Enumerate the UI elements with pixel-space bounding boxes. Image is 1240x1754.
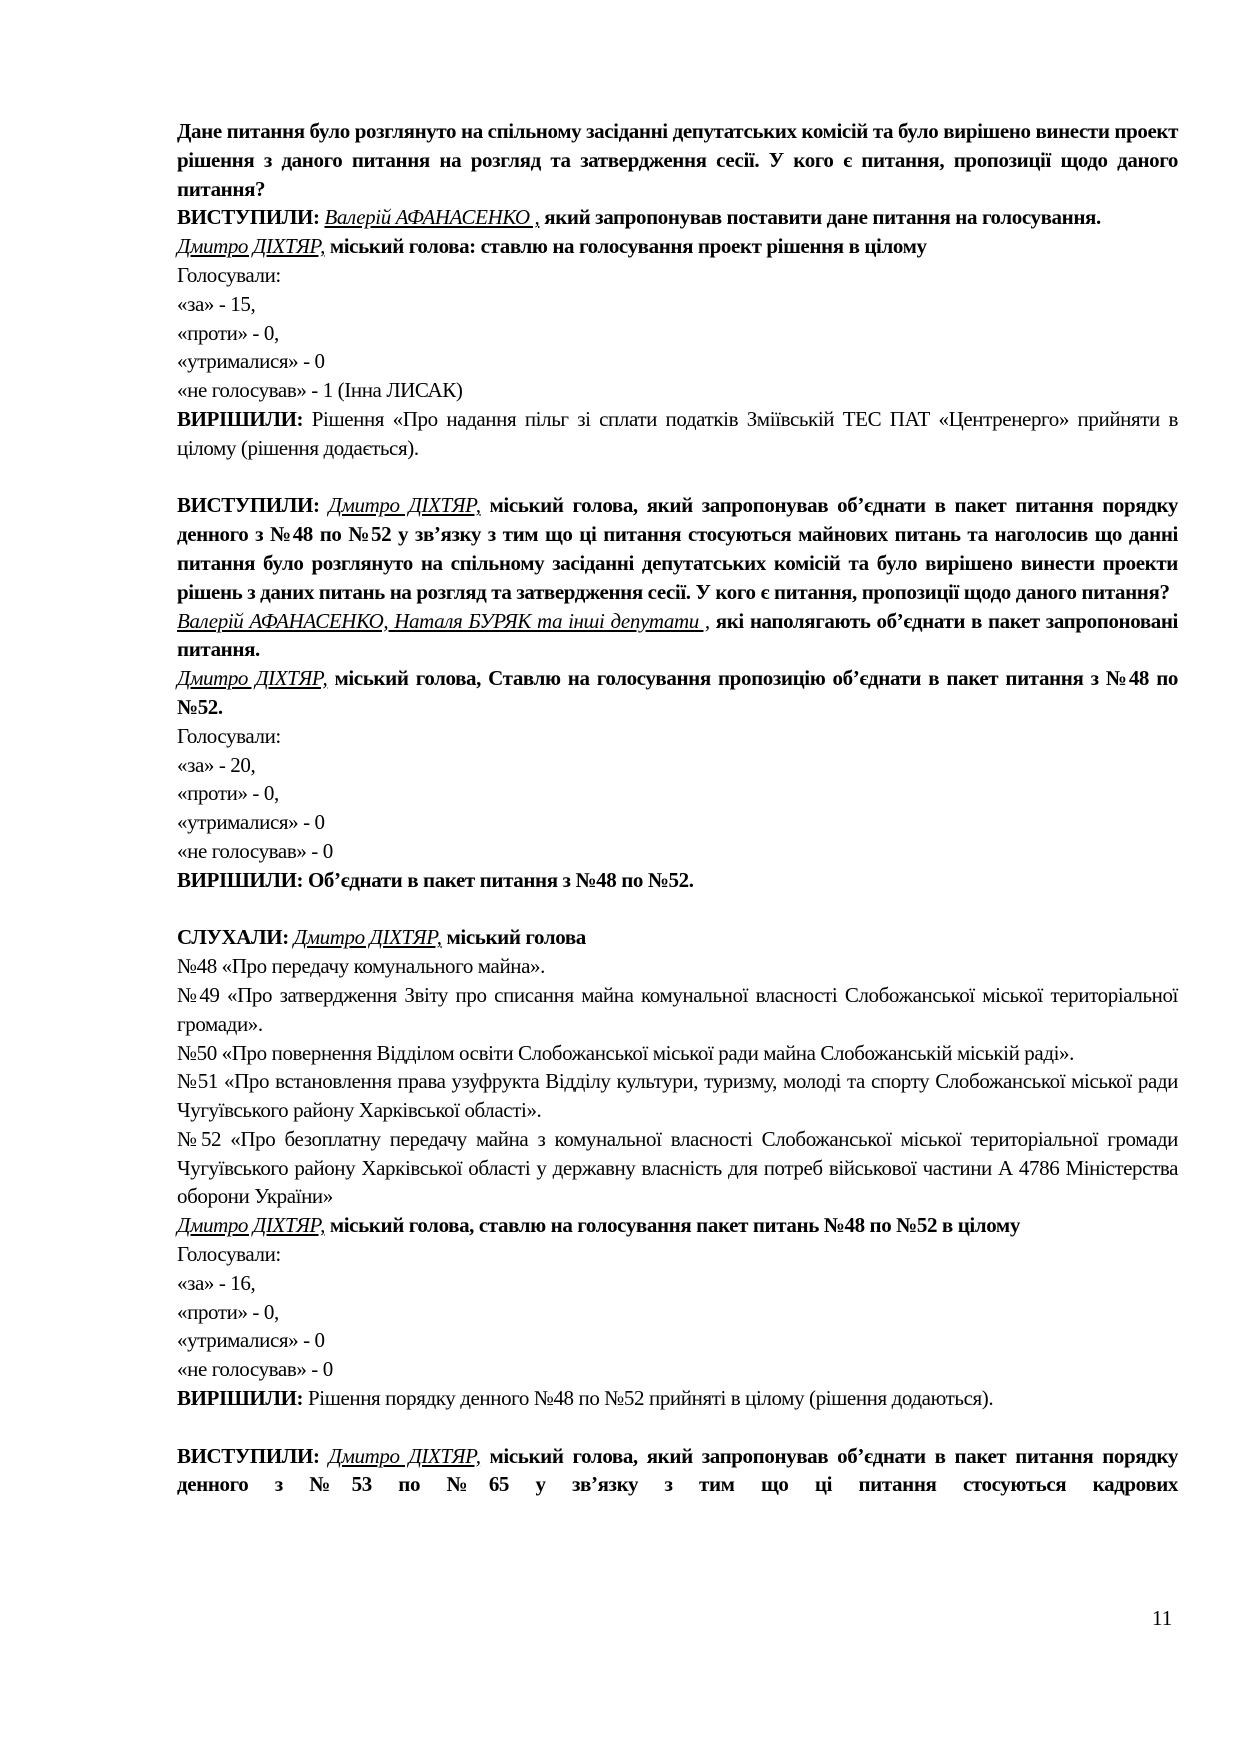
vote-abstained: «утрималися» - 0 xyxy=(177,349,325,374)
speaker-name: Дмитро ДІХТЯР, xyxy=(328,1443,481,1468)
mayor-name: Дмитро ДІХТЯР, xyxy=(177,234,325,259)
vote-not-voted: «не голосував» - 0 xyxy=(177,1357,333,1382)
deputies-names: Валерій АФАНАСЕНКО, Наталя БУРЯК та інші депутати , xyxy=(177,608,710,633)
vote-abstained: «утрималися» - 0 xyxy=(177,810,325,835)
mayor-name: Дмитро ДІХТЯР, xyxy=(177,666,328,691)
heard-paragraph: СЛУХАЛИ: Дмитро ДІХТЯР, міський голова xyxy=(177,925,586,950)
decided-paragraph: ВИРІШИЛИ: Рішення порядку денного №48 по №52 прийняті в цілому (рішення додаються). xyxy=(177,1386,994,1411)
spoke-paragraph: ВИСТУПИЛИ: Валерій АФАНАСЕНКО , який запропонував поставити дане питання на голосування. xyxy=(177,205,1101,230)
blank-line xyxy=(177,895,1178,924)
vote-against: «проти» - 0, xyxy=(177,781,279,806)
agenda-item-51: №51 «Про встановлення права узуфрукта Відділу культури, туризму, молоді та спорту Слобожанської міської ради Чугуївського району Харківської області». xyxy=(177,1069,1178,1123)
decided-label: ВИРІШИЛИ: xyxy=(177,406,304,431)
decided-paragraph: ВИРІШИЛИ: Рішення «Про надання пільг зі сплати податків Зміївській ТЕС ПАТ «Центренерго» прийняти в цілому (рішення додається). xyxy=(177,406,1178,460)
speaker-name: Дмитро ДІХТЯР, xyxy=(328,493,481,518)
deputies-paragraph: Валерій АФАНАСЕНКО, Наталя БУРЯК та інші депутати , які наполягають об’єднати в пакет запропоновані питання. xyxy=(177,608,1178,662)
intro-paragraph: Дане питання було розглянуто на спільному засіданні депутатських комісій та було вирішено винести проект рішення з даного питання на розгляд та затвердження сесії. У кого є питання, пропозиції щодо даного питання? xyxy=(177,119,1178,201)
spoke-label: ВИСТУПИЛИ: xyxy=(177,493,320,518)
mayor-paragraph: Дмитро ДІХТЯР, міський голова: ставлю на голосування проект рішення в цілому xyxy=(177,234,927,259)
decided-label: ВИРІШИЛИ: xyxy=(177,1386,304,1411)
spoke-paragraph: ВИСТУПИЛИ: Дмитро ДІХТЯР, міський голова, який запропонував об’єднати в пакет питання порядку денного з №48 по №52 у зв’язку з тим що ці питання стосуються майнових питань та наголосив що данні питання було розглянуто на спільному засіданні депутатських комісій та було вирішено винести проекти рішень з даних питань на розгляд та затвердження сесії. У кого є питання, пропозиції щодо даного питання? xyxy=(177,493,1178,604)
mayor-paragraph: Дмитро ДІХТЯР, міський голова, Ставлю на голосування пропозицію об’єднати в пакет питання з №48 по №52. xyxy=(177,666,1178,719)
speaker-name: Валерій АФАНАСЕНКО , xyxy=(324,205,540,230)
vote-for: «за» - 20, xyxy=(177,752,256,777)
agenda-item-48: №48 «Про передачу комунального майна». xyxy=(177,954,545,979)
vote-not-voted: «не голосував» - 0 xyxy=(177,838,333,863)
document-page xyxy=(177,117,1178,1499)
heard-label: СЛУХАЛИ: xyxy=(177,925,289,950)
vote-for: «за» - 15, xyxy=(177,291,256,316)
vote-against: «проти» - 0, xyxy=(177,320,279,345)
spoke-paragraph: ВИСТУПИЛИ: Дмитро ДІХТЯР, міський голова, який запропонував об’єднати в пакет питання порядку денного з №53 по №65 у зв’язку з тим що ці питання стосуються кадрових xyxy=(177,1443,1178,1497)
agenda-item-52: №52 «Про безоплатну передачу майна з комунальної власності Слобожанської міської територіальної громади Чугуївського району Харківської області у державну власність для потреб військової частини А 4786 Міністерства оборони України» xyxy=(177,1126,1178,1209)
decided-paragraph: ВИРІШИЛИ: Об’єднати в пакет питання з №48 по №52. xyxy=(177,867,694,892)
mayor-name: Дмитро ДІХТЯР, xyxy=(177,1213,325,1238)
voted-label: Голосували: xyxy=(177,1242,281,1267)
voted-label: Голосували: xyxy=(177,262,281,287)
spoke-label: ВИСТУПИЛИ: xyxy=(177,1443,320,1468)
blank-line xyxy=(177,463,1178,492)
mayor-paragraph: Дмитро ДІХТЯР, міський голова, ставлю на голосування пакет питань №48 по №52 в цілому xyxy=(177,1213,1020,1238)
vote-against: «проти» - 0, xyxy=(177,1299,279,1324)
heard-name: Дмитро ДІХТЯР, xyxy=(293,925,442,950)
spoke-label: ВИСТУПИЛИ: xyxy=(177,205,320,230)
page-number: 11 xyxy=(1152,1606,1173,1630)
blank-line xyxy=(177,1413,1178,1442)
vote-for: «за» - 16, xyxy=(177,1270,256,1295)
agenda-item-49: №49 «Про затвердження Звіту про списання майна комунальної власності Слобожанської міської територіальної громади». xyxy=(177,982,1178,1036)
vote-abstained: «утрималися» - 0 xyxy=(177,1328,325,1353)
agenda-item-50: №50 «Про повернення Відділом освіти Слобожанської міської ради майна Слобожанській міській раді». xyxy=(177,1040,1074,1065)
vote-not-voted: «не голосував» - 1 (Інна ЛИСАК) xyxy=(177,378,463,403)
voted-label: Голосували: xyxy=(177,723,281,748)
decided-label: ВИРІШИЛИ: xyxy=(177,867,304,892)
